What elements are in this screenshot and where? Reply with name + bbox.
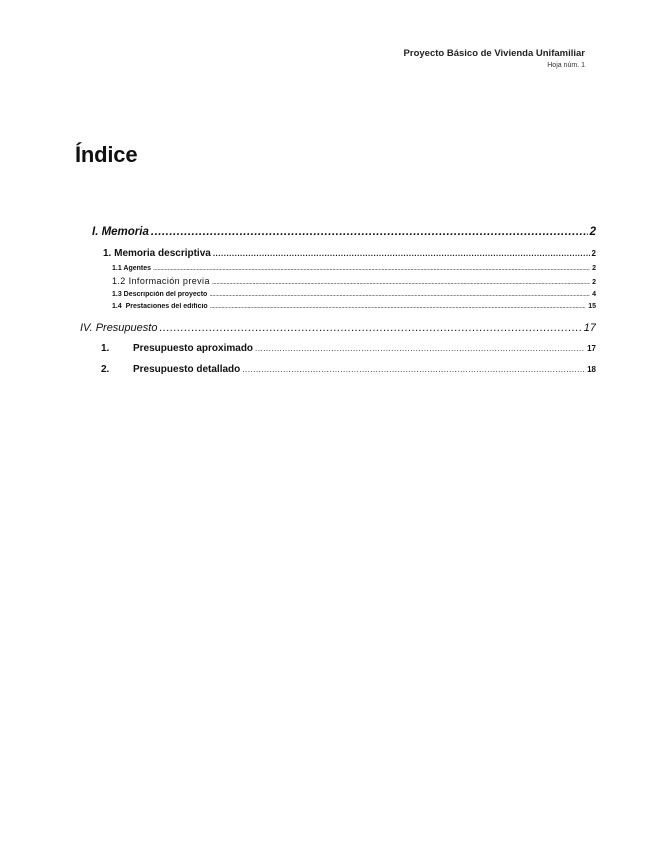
toc-dot-leader <box>210 303 586 310</box>
toc-entry-label: 1.1 Agentes <box>112 265 152 272</box>
toc-entry-page: 2 <box>592 265 596 272</box>
toc-entry-number: 2. <box>101 364 110 375</box>
toc-dot-leader <box>213 249 590 258</box>
toc-entry-descripcion-proyecto[interactable] <box>112 291 596 298</box>
toc-entry-label: 1.4 Prestaciones del edificio <box>112 303 208 310</box>
toc-entry-heading <box>101 343 253 354</box>
toc-entry-label: 1.3 Descripción del proyecto <box>112 291 208 298</box>
toc-entry-page: 4 <box>592 291 596 298</box>
toc-entry-page: 2 <box>592 279 596 286</box>
page-title: Índice <box>75 142 138 167</box>
running-header <box>404 49 585 69</box>
toc-entry-informacion-previa[interactable] <box>112 276 596 286</box>
toc-entry-presupuesto-detallado[interactable] <box>101 364 596 375</box>
toc-entry-heading <box>101 364 240 375</box>
toc-dot-leader <box>242 365 585 374</box>
toc-dot-leader <box>159 322 581 334</box>
toc-entry-label: Presupuesto detallado <box>133 364 241 375</box>
toc-entry-presupuesto[interactable] <box>80 322 596 334</box>
toc-entry-page: 17 <box>587 344 596 353</box>
toc-dot-leader <box>212 279 590 286</box>
header-sheet-number: Hoja núm. 1 <box>547 61 585 69</box>
header-title: Proyecto Básico de Vivienda Unifamiliar <box>403 48 585 59</box>
toc-entry-page: 2 <box>591 249 596 258</box>
toc-dot-leader <box>151 226 588 238</box>
toc-dot-leader <box>255 344 585 353</box>
toc-entry-presupuesto-aproximado[interactable] <box>101 343 596 354</box>
toc-entry-memoria-descriptiva[interactable] <box>103 248 596 259</box>
toc-entry-label: 1.2 Información previa <box>112 276 210 286</box>
toc-entry-page: 17 <box>583 322 596 334</box>
toc-entry-label: 1. Memoria descriptiva <box>103 248 211 259</box>
toc-entry-label: IV. Presupuesto <box>80 322 158 334</box>
toc-entry-page: 18 <box>587 365 596 374</box>
toc-entry-number: 1. <box>101 343 110 354</box>
toc-entry-memoria[interactable] <box>92 226 596 238</box>
toc-entry-agentes[interactable] <box>112 265 596 272</box>
toc-entry-label: I. Memoria <box>92 226 149 238</box>
toc-entry-prestaciones-edificio[interactable] <box>112 303 596 310</box>
toc-entry-label: Presupuesto aproximado <box>133 343 254 354</box>
toc-entry-page: 15 <box>588 303 596 310</box>
toc-dot-leader <box>209 291 590 298</box>
toc-entry-page: 2 <box>589 226 596 238</box>
toc-dot-leader <box>153 265 590 272</box>
